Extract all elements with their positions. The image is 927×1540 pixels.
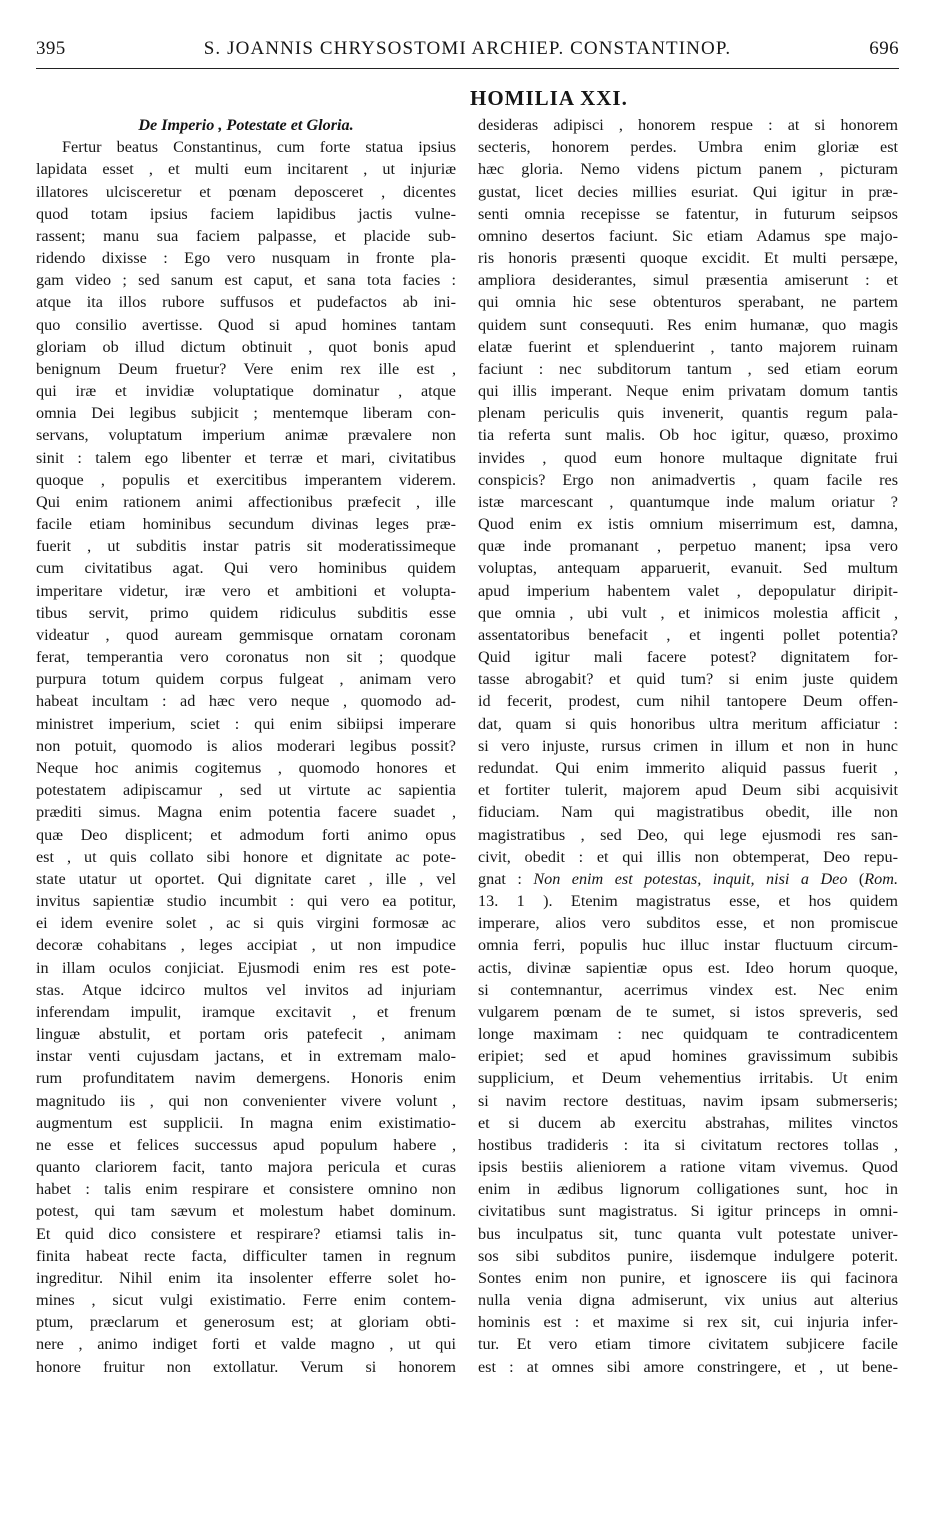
text-line: si vero injuste, rursus crimen in illum et non in hunc [478, 736, 898, 755]
text-line: longe maximam : nec quidquam te contradicentem [478, 1025, 898, 1044]
text-line: fuerit , ut subditis instar patris sit moderatissimeque [36, 537, 456, 556]
text-line: imperitare videtur, iræ vero et ambitioni et volupta- [36, 581, 456, 600]
text-line: inferendam impulit, iramque excitavit , et frenum [36, 1002, 456, 1021]
text-line: qui illis imperant. Neque enim privatam domum tantis [478, 382, 898, 401]
text-line: fiduciam. Nam qui magistratibus obedit, ille non [478, 803, 898, 822]
text-line: 13. 1 ). Etenim magistratus esse, et hos quidem [478, 892, 898, 911]
text-line: plenam periculis quis invenerit, quantis regum pala- [478, 404, 898, 423]
text-line: sos sibi subditos punire, iisdemque indulgere poterit. [478, 1246, 898, 1265]
text-line: omnia ferri, populis huc illuc instar fluctuum circum- [478, 936, 898, 955]
text-line: Neque hoc animis cogitemus , quomodo honores et [36, 758, 456, 777]
text-line: invitus sapientiæ studio incumbit : qui vero ea potitur, [36, 892, 456, 911]
text-line: ne esse et felices successus apud populum habere , [36, 1135, 456, 1154]
text-line: ridendo dixisse : Ego vero nusquam in fronte pla- [36, 249, 456, 268]
text-line: voluptas, antequam apparuerit, evanuit. Sed multum [478, 559, 898, 578]
text-line: gustat, licet decies millies esuriat. Qui igitur in præ- [478, 182, 898, 201]
text-line: honore fruitur non extollatur. Verum si honorem [36, 1357, 456, 1376]
text-line: Quid igitur mali facere potest? dignitatem for- [478, 648, 898, 667]
text-line: gam video ; sed sanum est caput, et sana tota facies : [36, 271, 456, 290]
text-line: est , ut quis collato sibi honore et dignitate ac pote- [36, 847, 456, 866]
text-line: ingreditur. Nihil enim ita insolenter efferre solet ho- [36, 1268, 456, 1287]
text-line: linguæ abstulit, et portam oris patefecit , animam [36, 1025, 456, 1044]
text-line: videatur , quod auream gemmisque ornatam coronam [36, 625, 456, 644]
text-line: Quod enim ex istis omnium miserrimum est, damna, [478, 515, 898, 534]
text-line: hæc gloria. Nemo videns pictum panem , picturam [478, 160, 898, 179]
text-line: desideras adipisci , honorem respue : at si honorem [478, 116, 898, 134]
text-line: quo consilio avertisse. Quod si apud homines tantam [36, 315, 456, 334]
text-line: ampliora desiderantes, simul præsentia amiserunt : et [478, 271, 898, 290]
text-line: atque ita illos rubore suffusos et pudefactos ab ini- [36, 293, 456, 312]
text-line: habeat incultam : ad hæc vero neque , quomodo ad- [36, 692, 456, 711]
text-line: augmentum est supplicii. In magna enim existimatio- [36, 1113, 456, 1132]
text-line: imperare, alios vero subditos esse, et non promiscue [478, 914, 898, 933]
text-line: gnat : Non enim est potestas, inquit, nisi a Deo (Rom. [478, 869, 898, 888]
text-line: sinit : talem ego libenter et terræ et mari, civitatibus [36, 448, 456, 467]
text-line: quanto clariorem facit, tanto majora pericula et curas [36, 1158, 456, 1177]
text-line: omnia Dei legibus subjicit ; mentemque liberam con- [36, 404, 456, 423]
text-line: conspicis? Ergo non animadvertis , quam facile res [478, 470, 898, 489]
text-line: Et quid dico consistere et respirare? etiamsi talis in- [36, 1224, 456, 1243]
text-line: si contemnantur, acerrimus vindex est. Nec enim [478, 980, 898, 999]
text-line: nulla venia digna admiserunt, vix unius aut alterius [478, 1291, 898, 1310]
running-header [36, 24, 899, 70]
text-line: quod totam ipsius faciem lapidibus jactis vulne- [36, 204, 456, 223]
text-line: purpura totum quidem corpus fulgeat , animam vero [36, 670, 456, 689]
right-column [478, 114, 898, 1378]
left-column [36, 114, 456, 1378]
text-line: magnitudo iis , qui non convenienter vivere volunt , [36, 1091, 456, 1110]
text-line: dat, quam si quis honoribus ultra meritum afficiatur : [478, 714, 898, 733]
text-line: Sontes enim non punire, et ignoscere iis qui facinora [478, 1268, 898, 1287]
running-title: S. JOANNIS CHRYSOSTOMI ARCHIEP. CONSTANTINOP. [203, 38, 732, 59]
text-line: hostibus tradideris : ita si civitatum rectores tollas , [478, 1135, 898, 1154]
text-line: supplicium, et Deum vehementius irritabis. Ut enim [478, 1069, 898, 1088]
text-line: ferat, temperantia vero coronatus non sit ; quodque [36, 648, 456, 667]
text-line: rum profunditatem navim demergens. Honoris enim [36, 1069, 456, 1088]
text-line: servans, voluptatum imperium animæ prævalere non [36, 426, 456, 445]
text-line: quæ Deo displicent; et admodum forti animo opus [36, 825, 456, 844]
text-line: tur. Et vero etiam timore civitatem subjicere facile [478, 1335, 898, 1354]
text-line: Qui enim rationem animi affectionibus præfecit , ille [36, 492, 456, 511]
text-line: tasse abrogabit? et quid tum? si enim juste quidem [478, 670, 898, 689]
text-line: Fertur beatus Constantinus, cum forte statua ipsius [62, 138, 456, 157]
text-line: civitatibus sunt magistratus. Si igitur princeps in omni- [478, 1202, 898, 1221]
text-line: decoræ cohabitans , leges accipiat , ut non impudice [36, 936, 456, 955]
text-line: potest, qui tam sævum et molestum habet dominum. [36, 1202, 456, 1221]
text-line: bus inculpatus sit, tunc quanta vult potestate univer- [478, 1224, 898, 1243]
text-line: omnino desertos faciunt. Sic etiam Adamus spe majo- [478, 226, 898, 245]
text-line: benignum Deum fruetur? Vere enim rex ille est , [36, 359, 456, 378]
text-line: redundat. Qui enim immerito aliquid passus fuerit , [478, 758, 898, 777]
text-line: magistratibus , sed Deo, qui lege ejusmodi res san- [478, 825, 898, 844]
text-line: in illam oculos conjiciat. Ejusmodi enim res est pote- [36, 958, 456, 977]
text-line: nere , animo indiget forti et valde magno , ut qui [36, 1335, 456, 1354]
text-line: que omnia , ubi vult , et inimicos molestia afficit , [478, 603, 898, 622]
text-line: qui iræ et invidiæ voluptatique dominatur , atque [36, 382, 456, 401]
text-line: et fortiter tulerit, majorem apud Deum sibi acquisivit [478, 781, 898, 800]
text-line: facile etiam hominibus secundum divinas leges præ- [36, 515, 456, 534]
text-line: eripiet; sed et apud homines gravissimum subibis [478, 1047, 898, 1066]
text-line: cum civitatibus agat. Qui vero hominibus quidem [36, 559, 456, 578]
text-line: ministret imperium, sciet : qui enim sibiipsi imperare [36, 714, 456, 733]
homily-title: HOMILIA XXI. [470, 86, 628, 110]
page-number-right: 696 [869, 38, 899, 59]
text-line: vulgarem pœnam de te sumet, si istos spreveris, sed [478, 1002, 898, 1021]
text-line: rassent; manu sua faciem palpasse, et placide sub- [36, 226, 456, 245]
text-line: qui omnia hic sese obtenturos sperabant, ne partem [478, 293, 898, 312]
text-line: si navim rectore destituas, navim ipsam submerseris; [478, 1091, 898, 1110]
text-line: assentatoribus benefacit , et ingenti pollet potentia? [478, 625, 898, 644]
text-line: tibus servit, primo quidem ridiculus subditis esse [36, 603, 456, 622]
text-line: instar venti cujusdam jactans, et in extremam malo- [36, 1047, 456, 1066]
text-line: apud imperium habentem valet , depopulatur diripit- [478, 581, 898, 600]
text-line: potestatem adipiscamur , sed ut virtute ac sapientia [36, 781, 456, 800]
text-line: invides , quod eum honore multaque dignitate frui [478, 448, 898, 467]
subtitle: De Imperio , Potestate et Gloria. [138, 116, 354, 134]
text-line: id fecerit, prodest, cum nihil tantopere Deum offen- [478, 692, 898, 711]
page-number-left: 395 [36, 38, 66, 59]
text-line: senti omnia recepisse se fatentur, in futurum seipsos [478, 204, 898, 223]
text-line: istæ marcescant , quantumque inde malum oriatur ? [478, 492, 898, 511]
text-line: lapidata esset , et multi eum incitarent , ut injuriæ [36, 160, 456, 179]
text-line: quidem sunt consequuti. Res enim humanæ, quo magis [478, 315, 898, 334]
text-line: finita habeat recte facta, difficulter tamen in regnum [36, 1246, 456, 1265]
text-line: state utatur ut oportet. Qui dignitate caret , ille , vel [36, 869, 456, 888]
text-line: mines , sicut vulgi existimatio. Ferre enim contem- [36, 1291, 456, 1310]
text-line: quæ inde promanant , perpetuo manent; ipsa vero [478, 537, 898, 556]
text-line: quoque , populis et exercitibus imperantem viderem. [36, 470, 456, 489]
text-line: ei idem evenire solet , ac si quis virgini formosæ ac [36, 914, 456, 933]
text-line: hominis est : et maxime si rex sit, cui injuria infer- [478, 1313, 898, 1332]
text-line: enim in ædibus lignorum colligationes sunt, hoc in [478, 1180, 898, 1199]
text-line: actis, divinæ sapientiæ opus est. Ideo horum quoque, [478, 958, 898, 977]
text-line: ris honoris præsenti quoque excidit. Et multi persæpe, [478, 249, 898, 268]
text-line: habet : talis enim respirare et consistere omnino non [36, 1180, 456, 1199]
text-line: secteris, honorem perdes. Umbra enim gloriæ est [478, 138, 898, 157]
text-line: illatores ulcisceretur et pœnam deposceret , dicentes [36, 182, 456, 201]
header-rule [36, 68, 899, 69]
text-line: tia referta sunt malis. Ob hoc igitur, quæso, proximo [478, 426, 898, 445]
text-line: gloriam ob illud dictum obtinuit , quot bonis apud [36, 337, 456, 356]
text-line: ptum, præclarum et generosum est; at gloriam obti- [36, 1313, 456, 1332]
text-line: ipsis bestiis alieniorem a ratione vitam vivemus. Quod [478, 1158, 898, 1177]
text-line: stas. Atque idcirco multos vel invitos ad injuriam [36, 980, 456, 999]
text-line: faciunt : nec subditorum tantum , sed etiam eorum [478, 359, 898, 378]
text-line: elatæ fuerint et splenduerint , tanto majorem ruinam [478, 337, 898, 356]
text-line: præditi simus. Magna enim potentia facere suadet , [36, 803, 456, 822]
text-line: et si ducem ab exercitu abstrahas, milites vinctos [478, 1113, 898, 1132]
text-line: non potuit, quomodo is alios moderari legibus possit? [36, 736, 456, 755]
text-line: civit, obedit : et qui illis non obtemperat, Deo repu- [478, 847, 898, 866]
text-line: est : at omnes sibi amore constringere, et , ut bene- [478, 1357, 898, 1376]
